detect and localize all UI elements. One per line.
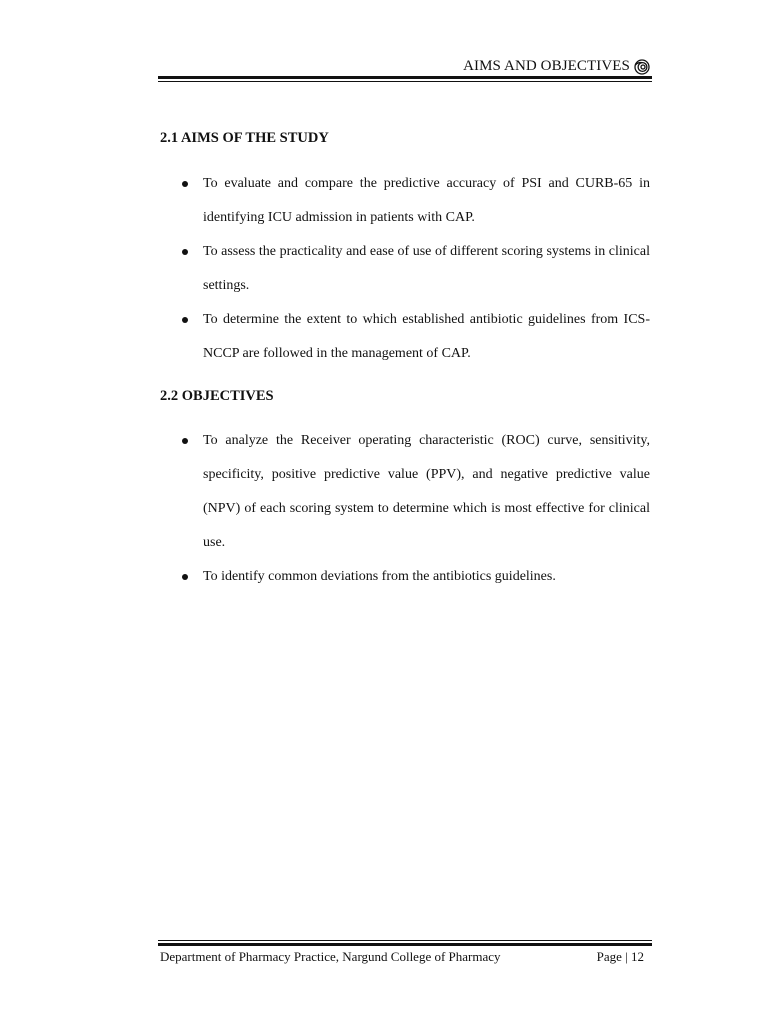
header-rule-thick	[158, 76, 652, 79]
header-title: AIMS AND OBJECTIVES	[463, 58, 630, 74]
bullet-icon	[182, 249, 188, 255]
list-item	[160, 235, 650, 303]
bullet-icon	[182, 438, 188, 444]
footer-rule-thin	[158, 940, 652, 941]
header-rule-thin	[158, 81, 652, 82]
list-item-text: To evaluate and compare the predictive accuracy of PSI and CURB-65 in identifying ICU admission in patients with CAP.	[203, 176, 650, 225]
footer-page-number: Page | 12	[596, 949, 644, 964]
section-heading-aims: 2.1 AIMS OF THE STUDY	[160, 130, 329, 146]
list-item	[160, 560, 650, 594]
list-item-text: To analyze the Receiver operating characteristic (ROC) curve, sensitivity, specificity, positive predictive value (PPV), and negative predictive value (NPV) of each scoring system to determine which is most effective for clinical use.	[203, 433, 650, 550]
footer-rule-thick	[158, 943, 652, 946]
section-heading-objectives: 2.2 OBJECTIVES	[160, 388, 274, 404]
spiral-swirl-icon	[634, 59, 650, 75]
objectives-list	[160, 424, 650, 594]
list-item	[160, 303, 650, 371]
list-item	[160, 424, 650, 560]
list-item-text: To identify common deviations from the antibiotics guidelines.	[203, 569, 556, 584]
list-item	[160, 167, 650, 235]
page-header	[158, 56, 652, 84]
footer-department: Department of Pharmacy Practice, Nargund College of Pharmacy	[160, 949, 501, 964]
bullet-icon	[182, 574, 188, 580]
aims-list	[160, 167, 650, 371]
bullet-icon	[182, 317, 188, 323]
list-item-text: To determine the extent to which established antibiotic guidelines from ICS-NCCP are followed in the management of CAP.	[203, 312, 650, 361]
bullet-icon	[182, 181, 188, 187]
list-item-text: To assess the practicality and ease of use of different scoring systems in clinical settings.	[203, 244, 650, 293]
